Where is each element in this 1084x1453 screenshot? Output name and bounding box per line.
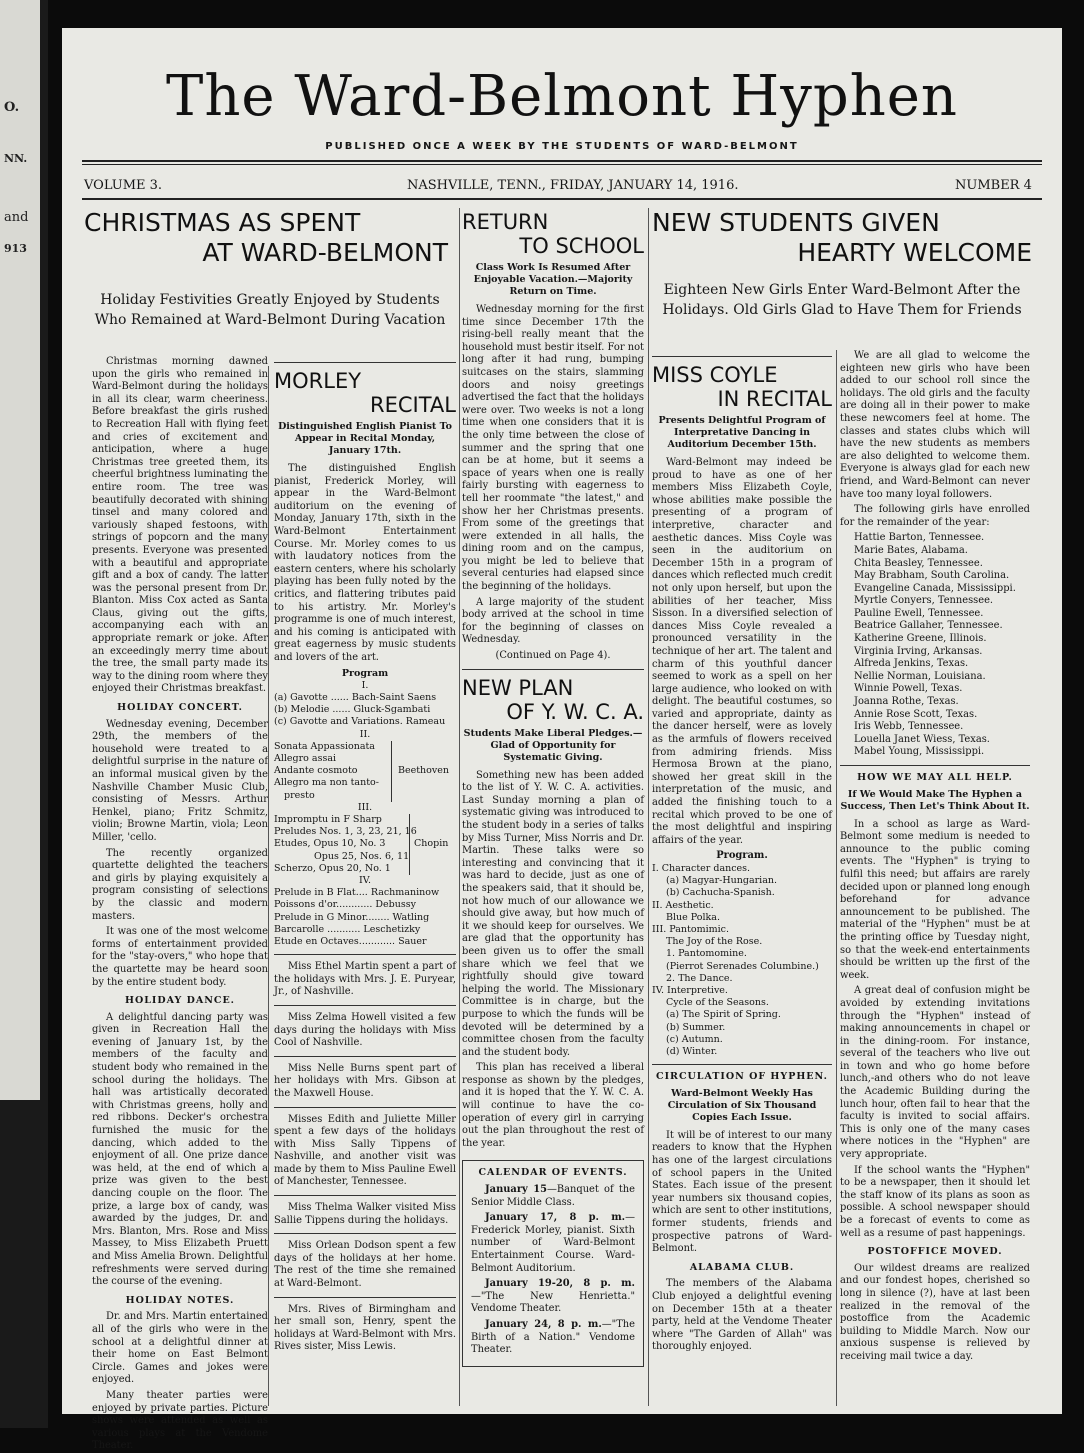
- divider: [652, 356, 832, 357]
- return-headline-1: RETURN: [462, 210, 549, 234]
- column-rule: [648, 208, 649, 1406]
- notes-paragraph: Dr. and Mrs. Martin entertained all of the girls who were in the school at a delightful dinner at their home on East Belmont Circle. Games and jokes were enjoyed.: [92, 1311, 268, 1386]
- divider: [652, 1064, 832, 1065]
- calendar-event: —"The New Henrietta." Vendome Theater.: [471, 1290, 635, 1315]
- adjacent-page-edge: [0, 0, 40, 1100]
- divider: [274, 1005, 456, 1006]
- help-paragraph: If the school wants the "Hyphen" to be a newspaper, then it should let the staff know of its plans as soon as possible. A school newspaper should be a forecast of events to come as well as a resume of past happenings.: [840, 1164, 1030, 1239]
- list-item: Mabel Young, Mississippi.: [854, 746, 985, 758]
- calendar-event: —Banquet of the Senior Middle Class.: [471, 1184, 635, 1208]
- column-rule: [836, 350, 837, 1406]
- list-item: Hattie Barton, Tennessee.: [854, 532, 985, 544]
- continued-note: (Continued on Page 4).: [495, 650, 611, 662]
- program-item: Blue Polka.: [666, 911, 720, 923]
- concert-paragraph: Wednesday evening, December 29th, the members of the household were treated to a delightful surprise in the nature of an informal musical given by the Nashville Chamber Music Club, consisting of Messrs. Arthur Henkel, piano; Fritz Schmitz, violin; Browne Martin, viola; Leon Miller, 'cello.: [92, 718, 268, 843]
- help-subhead: If We Would Make The Hyphen a Success, Then Let's Think About It.: [840, 788, 1030, 812]
- coyle-program-heading: Program.: [716, 850, 768, 862]
- personal-note: Miss Thelma Walker visited Miss Sallie Tippens during the holidays.: [274, 1202, 456, 1226]
- divider: [462, 669, 644, 670]
- program-item: Opus 25, Nos. 6, 11: [314, 850, 410, 862]
- circulation-subhead: Ward-Belmont Weekly Has Circulation of Six Thousand Copies Each Issue.: [667, 1087, 817, 1123]
- divider: [274, 1233, 456, 1234]
- program-item: Prelude in B Flat.... Rachmaninow: [274, 887, 440, 899]
- list-item: Winnie Powell, Texas.: [854, 683, 963, 695]
- program-item: (b) Cachucha-Spanish.: [666, 887, 775, 899]
- christmas-deck-block: [84, 290, 456, 354]
- newstudents-paragraph: The following girls have enrolled for the remainder of the year:: [840, 504, 1030, 528]
- holiday-notes-heading: HOLIDAY NOTES.: [125, 1294, 235, 1306]
- list-item: Virginia Irving, Arkansas.: [854, 645, 983, 657]
- list-item: Evangeline Canada, Mississippi.: [854, 582, 1016, 594]
- masthead-title: The Ward-Belmont Hyphen: [166, 64, 958, 129]
- newstudents-headline-2: HEARTY WELCOME: [797, 238, 1032, 267]
- morley-article: [274, 362, 456, 1402]
- help-heading: HOW WE MAY ALL HELP.: [857, 772, 1013, 783]
- christmas-headline-2: AT WARD-BELMONT: [202, 238, 448, 267]
- program-section-number: III.: [357, 801, 373, 813]
- concert-paragraph: It was one of the most welcome forms of entertainment provided for the "stay-overs," who hope that the quartette may be heard soon by the entire student body.: [92, 926, 268, 988]
- christmas-headline-block: [84, 208, 456, 298]
- program-item: 2. The Dance.: [666, 972, 733, 984]
- program-item: Preludes Nos. 1, 3, 23, 21, 16: [274, 826, 417, 838]
- list-item: Chita Beasley, Tennessee.: [854, 557, 983, 569]
- list-item: Annie Rose Scott, Texas.: [854, 708, 978, 720]
- program-item: (a) Magyar-Hungarian.: [666, 875, 777, 887]
- program-section-number: IV.: [359, 874, 371, 886]
- program-item: Poissons d'or............ Debussy: [274, 899, 416, 911]
- circulation-heading: CIRCULATION OF HYPHEN.: [656, 1071, 828, 1083]
- issue-number: NUMBER 4: [955, 178, 1032, 193]
- morley-paragraph: The distinguished English pianist, Frederick Morley, will appear in the Ward-Belmont auditorium on the evening of Monday, January 17th, sixth in the Ward-Belmont Entertainment Course. Mr. Morley comes to us with laudatory notices from the eastern centers, where his scholarly playing has been fully noted by the critics, and flattering tributes paid to his artistry. Mr. Morley's programme is one of much interest, and his coming is anticipated with great eagerness by music students and lovers of the art.: [274, 463, 456, 663]
- coyle-paragraph: Ward-Belmont may indeed be proud to have as one of her members Miss Elizabeth Coyle, whose abilities make possible the presenting of a program of interpretive, character and aesthetic dances. Miss Coyle was seen in the auditorium on December 15th in a program of dances which reflected much credit not only upon herself, but upon the abilities of her teacher, Miss Sisson. In a diversified selection of dances Miss Coyle revealed a pronounced versatility in the technique of her art. The talent and charm of this youthful dancer seemed to work as a spell on her large audience, who looked on with delight. The beautiful costumes, so varied and appropriate, dainty as the dancer herself, were as lovely as the armfuls of flowers received from admiring friends. Miss Hermosa Brown at the piano, showed her great skill in the interpretation of the music, and added the finishing touch to a recital which proved to be one of the most delightful and inspiring affairs of the year.: [652, 457, 832, 846]
- calendar-date: January 17, 8 p. m.: [485, 1212, 626, 1224]
- postoffice-paragraph: Our wildest dreams are realized and our fondest hopes, cherished so long in silence (?), have at last been realized in the removal of the postoffice from the Academic building to Middle March. Now our anxious suspense is relieved by receiving mail twice a day.: [840, 1262, 1030, 1362]
- coyle-headline-2: IN RECITAL: [717, 387, 832, 411]
- calendar-of-events: [462, 1160, 644, 1366]
- program-group: [274, 741, 456, 802]
- program-item: Andante cosmoto: [274, 765, 358, 777]
- program-item: III. Pantomimic.: [652, 924, 730, 936]
- issue-date: NASHVILLE, TENN., FRIDAY, JANUARY 14, 1916.: [407, 178, 739, 193]
- list-item: Louella Janet Wiess, Texas.: [854, 733, 990, 745]
- column-rule: [459, 208, 460, 1406]
- list-item: Joanna Rothe, Texas.: [854, 696, 959, 708]
- list-item: Pauline Ewell, Tennessee.: [854, 607, 984, 619]
- program-item: The Joy of the Rose.: [666, 936, 763, 948]
- personal-note: Misses Edith and Juliette Miller spent a few days of the holidays with Miss Sally Tippens of Nashville, and another visit was made by them to Miss Pauline Ewell of Manchester, Tennessee.: [274, 1113, 456, 1188]
- list-item: Beatrice Gallaher, Tennessee.: [854, 620, 1003, 632]
- alabama-paragraph: The members of the Alabama Club enjoyed a delightful evening on December 15th at a theater party, held at the Vendome Theater where "The Garden of Allah" was thoroughly enjoyed.: [652, 1278, 832, 1353]
- personal-note: Mrs. Rives of Birmingham and her small son, Henry, spent the holidays at Ward-Belmont with Mrs. Rives sister, Miss Lewis.: [274, 1303, 456, 1353]
- divider: [840, 765, 1030, 766]
- return-paragraph: A large majority of the student body arrived at the school in time for the beginning of classes on Wednesday.: [462, 596, 644, 646]
- program-item: Scherzo, Opus 20, No. 1: [274, 862, 391, 874]
- program-item: Sonata Appassionata: [274, 740, 375, 752]
- masthead-rule-thin: [82, 164, 1042, 165]
- newspaper-page: [62, 28, 1062, 1452]
- help-paragraph: A great deal of confusion might be avoided by extending invitations through the "Hyphen" instead of making announcements in chapel or in the dining-room. For instance, several of the teachers who live out in town and who go home before lunch,-and others who do not leave the Academic Building during the lunch hour, often fail to hear that the faculty is invited to social affairs. This is only one of the many cases where notices in the "Hyphen" are very appropriate.: [840, 985, 1030, 1161]
- program-item: (a) Gavotte ...... Bach-Saint Saens: [274, 691, 437, 703]
- masthead-rule-top: [82, 160, 1042, 162]
- column-four: [652, 356, 832, 1406]
- program-item: I. Character dances.: [652, 863, 751, 874]
- program-item: IV. Interpretive.: [652, 985, 728, 997]
- return-headline-2: TO SCHOOL: [519, 234, 644, 258]
- newstudents-headline-1: NEW STUDENTS GIVEN: [652, 208, 940, 237]
- ywca-paragraph: This plan has received a liberal response as shown by the pledges, and it is hoped that the Y. W. C. A. will continue to have the co-operation of every girl in carrying out the plan throughout the rest of the year.: [462, 1062, 644, 1149]
- calendar-heading: CALENDAR OF EVENTS.: [478, 1167, 628, 1179]
- column-five: [840, 350, 1030, 1406]
- margin-fragment: and: [4, 210, 29, 225]
- newstudents-paragraph: We are all glad to welcome the eighteen new girls who have been added to our school roll since the holidays. The old girls and the faculty are doing all in their power to make these newcomers feel at home. The classes and states clubs which will have the new students as members are also delighted to welcome them. Everyone is always glad for each new friend, and Ward-Belmont can never have too many loyal followers.: [840, 350, 1030, 500]
- calendar-date: January 15: [485, 1184, 547, 1196]
- program-item: (c) Gavotte and Variations. Rameau: [274, 716, 446, 728]
- divider: [274, 362, 456, 363]
- coyle-headline-1: MISS COYLE: [652, 363, 778, 387]
- personal-note: Miss Orlean Dodson spent a few days of the holidays at her home. The rest of the time she remained at Ward-Belmont.: [274, 1240, 456, 1290]
- alabama-heading: ALABAMA CLUB.: [689, 1261, 795, 1273]
- program-item: (a) The Spirit of Spring.: [666, 1009, 781, 1021]
- program-item: presto: [284, 789, 315, 801]
- volume-label: VOLUME 3.: [84, 178, 163, 193]
- program-item: 1. Pantomomine.: [666, 948, 747, 960]
- calendar-event: —"The Birth of a Nation." Vendome Theater.: [471, 1318, 635, 1356]
- program-heading: Program: [341, 667, 389, 679]
- ywca-headline-1: NEW PLAN: [462, 675, 574, 700]
- morley-subhead: Distinguished English Pianist To Appear in Recital Monday, January 17th.: [278, 421, 452, 456]
- margin-fragment: O.: [4, 100, 20, 115]
- list-item: Marie Bates, Alabama.: [854, 544, 968, 556]
- program-item: Allegro assai: [274, 752, 337, 764]
- new-students-list: [840, 532, 1030, 759]
- newstudents-deck-block: [652, 280, 1032, 346]
- program-item: (b) Summer.: [666, 1021, 726, 1033]
- divider: [274, 954, 456, 955]
- holiday-dance-heading: HOLIDAY DANCE.: [124, 995, 235, 1007]
- concert-paragraph: The recently organized quartette delighted the teachers and girls by playing exquisitely a program consisting of selections by the classic and modern masters.: [92, 847, 268, 922]
- coyle-subhead: Presents Delightful Program of Interpretative Dancing in Auditorium December 15th.: [658, 415, 826, 450]
- ywca-subhead: Students Make Liberal Pledges.—Glad of Opportunity for Systematic Giving.: [463, 727, 643, 763]
- holiday-concert-heading: HOLIDAY CONCERT.: [117, 702, 243, 714]
- calendar-event: —Frederick Morley, pianist. Sixth number of Ward-Belmont Entertainment Course. Ward-Belmont Auditorium.: [471, 1212, 635, 1274]
- column-three: [462, 210, 644, 1406]
- margin-fragment: NN.: [4, 152, 28, 165]
- help-paragraph: In a school as large as Ward-Belmont some medium is needed to announce to the public coming events. The "Hyphen" is trying to fulfil this need; but affairs are rarely decided upon or planned long enough beforehand for advance announcement to be published. The material of the "Hyphen" must be at the printing office by Tuesday night, so that the week-end entertainments should be written up the first of the week.: [840, 818, 1030, 981]
- return-subhead: Class Work Is Resumed After Enjoyable Vacation.—Majority Return on Time.: [473, 262, 633, 297]
- program-composer: Chopin: [414, 838, 449, 850]
- program-group: [274, 814, 456, 875]
- program-item: (Pierrot Serenades Columbine.): [666, 960, 819, 972]
- program-item: Allegro ma non tanto-: [274, 777, 379, 789]
- morley-headline-1: MORLEY: [274, 369, 362, 393]
- divider: [274, 1195, 456, 1196]
- morley-headline-2: RECITAL: [370, 393, 456, 417]
- program-item: Impromptu in F Sharp: [274, 813, 382, 825]
- personal-note: Miss Ethel Martin spent a part of the holidays with Mrs. J. E. Puryear, Jr., of Nashville.: [274, 961, 456, 998]
- program-item: II. Aesthetic.: [652, 899, 714, 911]
- christmas-paragraph: Christmas morning dawned upon the girls who remained in Ward-Belmont during the holidays in all its clear, warm cheeriness. Before breakfast the girls rushed to Recreation Hall with flying feet and cries of excitement and anticipation, where a huge Christmas tree greeted them, its cheerful brightness luminating the entire room. The tree was beautifully decorated with shining tinsel and many colored and variously shaped festoons, with strings of popcorn and the many presents. Everyone was presented with a beautiful and appropriate gift and a box of candy. The latter was the personal present from Dr. Blanton. Miss Cox acted as Santa Claus, giving out the gifts, accompanying each with an appropriate remark or joke. After an exceedingly merry time about the tree, the small party made its way to the dining room where they enjoyed their Christmas breakfast.: [92, 356, 268, 695]
- margin-fragment: 913: [4, 242, 27, 255]
- list-item: Alfreda Jenkins, Texas.: [854, 658, 969, 670]
- circulation-paragraph: It will be of interest to our many readers to know that the Hyphen has one of the largest circulations of school papers in the United States. Each issue of the present year numbers six thousand copies, which are sent to other institutions, former students, friends and prospective patrons of Ward-Belmont.: [652, 1129, 832, 1255]
- dance-paragraph: A delightful dancing party was given in Recreation Hall the evening of January 1st, by the members of the faculty and student body who remained in the school during the holidays. The hall was artistically decorated with Christmas greens, holly and red ribbons. Decker's orchestra furnished the music for the dancing, which added to the enjoyment of all. One prize dance was held, at the end of which a prize was given to the best dancing couple on the floor. The prize, a large box of candy, was awarded by the judges, Dr. and Mrs. Blanton, Mrs. Rose and Miss Massey, to Miss Elizabeth Pruett and Miss Amelia Brown. Delightful refreshments were served during the course of the evening.: [92, 1011, 268, 1288]
- program-item: Etudes, Opus 10, No. 3: [274, 838, 386, 850]
- calendar-date: January 24, 8 p. m.: [485, 1318, 602, 1330]
- program-item: Barcarolle ........... Leschetizky: [274, 923, 421, 935]
- list-item: Katherine Greene, Illinois.: [854, 633, 987, 645]
- calendar-date: January 19-20, 8 p. m.: [485, 1278, 635, 1290]
- postoffice-heading: POSTOFFICE MOVED.: [867, 1246, 1003, 1258]
- christmas-article: [92, 356, 268, 1452]
- coyle-program: [652, 863, 832, 1058]
- morley-program: [274, 668, 456, 949]
- notes-paragraph: Many theater parties were enjoyed by private parties. Picture shows were attended as well as various plays at the Vendome Theater.: [92, 1389, 268, 1452]
- ywca-paragraph: Something new has been added to the list of Y. W. C. A. activities. Last Sunday morning a plan of systematic giving was introduced to the student body in a series of talks by Miss Turner, Miss Norris and Dr. Martin. These talks were so interesting and convincing that it was hard to decide, just as one of the speakers said, that it should be, not how much of our allowance we should give away, but how much of it we should keep for ourselves. We are glad that the opportunity has been given us to offer the small share which we feel that we rightfully should give toward helping the world. The Missionary Committee is in charge, but the purpose to which the funds will be devoted will be determined by a committee chosen from the faculty and the student body.: [462, 769, 644, 1058]
- program-item: Etude en Octaves............ Sauer: [274, 935, 427, 947]
- program-section-number: I.: [361, 679, 369, 691]
- program-item: (d) Winter.: [666, 1046, 718, 1058]
- christmas-headline-1: CHRISTMAS AS SPENT: [84, 208, 361, 237]
- personal-note: Miss Nelle Burns spent part of her holidays with Mrs. Gibson at the Maxwell House.: [274, 1062, 456, 1099]
- dateline-rule: [82, 198, 1042, 200]
- list-item: May Brabham, South Carolina.: [854, 570, 1010, 582]
- ywca-headline-2: OF Y. W. C. A.: [506, 699, 644, 724]
- program-item: (c) Autumn.: [666, 1033, 723, 1045]
- program-item: Cycle of the Seasons.: [666, 997, 769, 1009]
- program-item: (b) Melodie ...... Gluck-Sgambati: [274, 704, 431, 716]
- program-item: Prelude in G Minor........ Watling: [274, 911, 430, 923]
- program-section-number: II.: [359, 728, 371, 740]
- column-rule: [268, 366, 269, 1406]
- divider: [274, 1107, 456, 1108]
- personal-note: Miss Zelma Howell visited a few days during the holidays with Miss Cool of Nashville.: [274, 1011, 456, 1049]
- divider: [274, 1297, 456, 1298]
- divider: [274, 1056, 456, 1057]
- program-composer: Beethoven: [398, 765, 449, 777]
- return-paragraph: Wednesday morning for the first time since December 17th the rising-bell really meant that the household must bestir itself. For not long after it had rung, bumping suitcases on the stairs, slamming doors and noisy greetings advertised the fact that the holidays were over. Two weeks is not a long time when one considers that it is the only time between the close of summer and the spring that one can be at home, but it seems a space of years when one is really fairly bursting with eagerness to tell her roommate "the latest," and show her her Christmas presents. From some of the greetings that were extended in all halls, the dining room and on the campus, you might be led to believe that several centuries had elapsed since the beginning of the holidays.: [462, 304, 644, 593]
- list-item: Iris Webb, Tennessee.: [854, 721, 964, 733]
- masthead-subtitle: PUBLISHED ONCE A WEEK BY THE STUDENTS OF WARD-BELMONT: [325, 141, 799, 152]
- list-item: Nellie Norman, Louisiana.: [854, 670, 986, 682]
- newstudents-deck: Eighteen New Girls Enter Ward-Belmont After the Holidays. Old Girls Glad to Have Them for Friends: [662, 282, 1022, 318]
- list-item: Myrtle Conyers, Tennessee.: [854, 595, 994, 607]
- christmas-deck: Holiday Festivities Greatly Enjoyed by Students Who Remained at Ward-Belmont During Vacation: [94, 292, 446, 328]
